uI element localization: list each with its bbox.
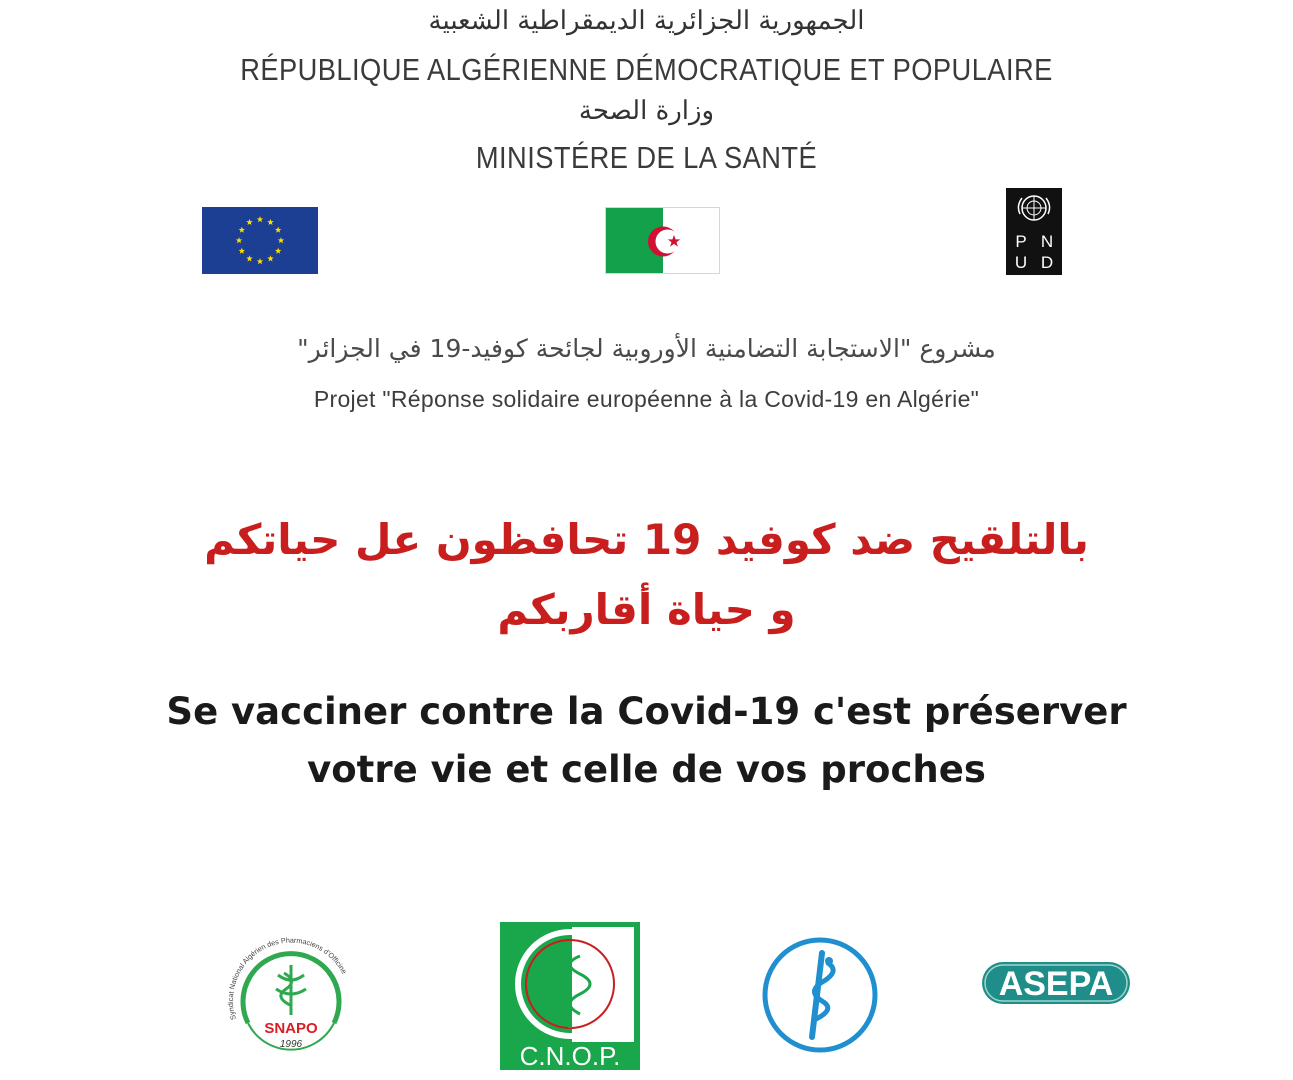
pnud-letter-d: D — [1040, 253, 1054, 272]
cnop-logo — [500, 922, 640, 1070]
pnud-letter-p: P — [1015, 232, 1027, 251]
svg-text:1996: 1996 — [279, 1039, 303, 1050]
svg-text:Syndicat National Algérien des: Syndicat National Algérien des Pharmaciens d'Officine — [225, 935, 349, 1022]
eu-star — [239, 227, 245, 233]
arabic-republic-title: الجمهورية الجزائرية الديمقراطية الشعبية — [428, 6, 865, 36]
svg-text:SNAPO: SNAPO — [264, 1020, 318, 1037]
svg-text:C.N.O.P.: C.N.O.P. — [519, 1041, 621, 1070]
snapo-logo — [218, 923, 364, 1069]
eu-flag-icon — [202, 207, 318, 274]
asepa-logo — [980, 958, 1132, 1008]
pnud-letter-n: N — [1040, 232, 1054, 251]
french-message-line1: Se vacciner contre la Covid-19 c'est préserver — [166, 690, 1127, 733]
eu-star — [275, 248, 281, 254]
french-ministry-title: MINISTÉRE DE LA SANTÉ — [475, 140, 818, 175]
french-message-line2: votre vie et celle de vos proches — [307, 748, 986, 791]
eu-star — [267, 255, 273, 261]
eu-star — [239, 248, 245, 254]
eu-star — [246, 255, 252, 261]
pnud-letter-u: U — [1014, 253, 1028, 272]
eu-star — [267, 219, 273, 225]
eu-star — [278, 237, 284, 243]
project-title-french: Projet "Réponse solidaire européenne à la Covid-19 en Algérie" — [313, 386, 980, 412]
svg-text:ASEPA: ASEPA — [998, 965, 1114, 1003]
arabic-message-line1: بالتلقيح ضد كوفيد 19 تحافظون عل حياتكم — [204, 515, 1089, 564]
eu-star — [236, 237, 242, 243]
un-emblem-icon — [1006, 188, 1062, 275]
eu-star — [257, 216, 263, 222]
project-title-arabic: مشروع "الاستجابة التضامنية الأوروبية لجائحة كوفيد-19 في الجزائر" — [297, 334, 996, 363]
arabic-ministry-title: وزارة الصحة — [578, 96, 715, 126]
eu-star — [257, 258, 263, 264]
algeria-flag-icon — [605, 207, 720, 274]
eu-star — [246, 219, 252, 225]
eu-star — [275, 227, 281, 233]
medical-caduceus-icon — [760, 935, 880, 1055]
arabic-message-line2: و حياة أقاربكم — [497, 585, 796, 634]
french-republic-title: RÉPUBLIQUE ALGÉRIENNE DÉMOCRATIQUE ET POPULAIRE — [240, 52, 1053, 87]
